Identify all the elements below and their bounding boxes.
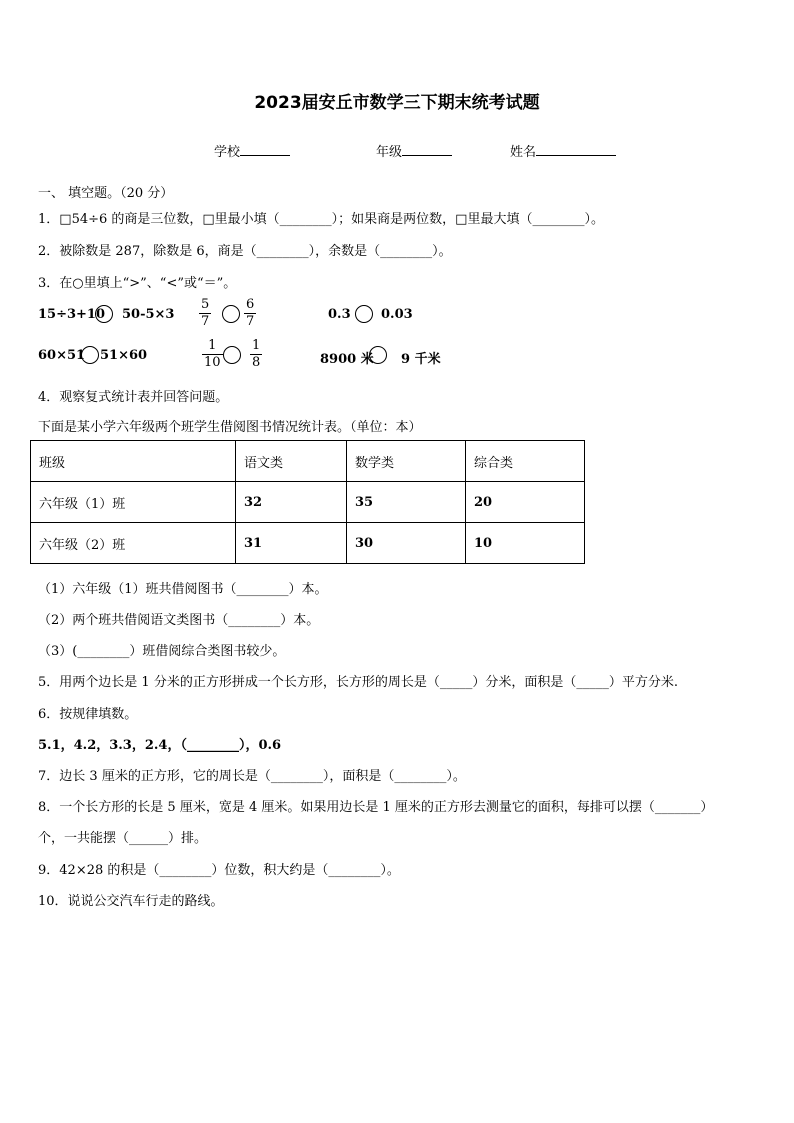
name-label: 姓名 [510, 145, 537, 160]
question-6 [38, 703, 137, 722]
table-header-row [31, 441, 585, 482]
question-number: 9． [38, 863, 60, 878]
stats-table [30, 440, 585, 564]
question-text: 在○里填上“>”、“<”或“＝”。 [59, 276, 237, 291]
school-label: 学校 [214, 145, 241, 160]
question-number: 1． [38, 212, 60, 227]
question-text: □54÷6 的商是三位数，□里最小填（________）；如果商是两位数，□里最大填（________）。 [59, 212, 604, 227]
question-number: 2． [38, 244, 60, 259]
name-blank[interactable] [536, 143, 616, 156]
compare-3-left: 0.3 [328, 307, 351, 322]
table-cell: 35 [347, 482, 466, 523]
question-8 [38, 796, 713, 815]
table-cell: 30 [347, 523, 466, 564]
compare-1-left: 15÷3+10 [38, 307, 106, 322]
fraction-1-8: $\frac{1}{8}$ [252, 338, 261, 370]
question-text: 一个长方形的长是 5 厘米，宽是 4 厘米。如果用边长是 1 厘米的正方形去测量它的面积，每排可以摆（_______） [59, 800, 714, 815]
school-blank[interactable] [240, 143, 290, 156]
table-cell: 六年级（1）班 [31, 482, 236, 523]
table-cell: 六年级（2）班 [31, 523, 236, 564]
question-text: 被除数是 287，除数是 6，商是（________），余数是（________）。 [59, 244, 452, 259]
question-5 [38, 671, 678, 690]
question-text: 42×28 的积是（________）位数，积大约是（________）。 [59, 863, 400, 878]
question-2 [38, 240, 452, 259]
question-number: 5． [38, 675, 60, 690]
grade-blank[interactable] [402, 143, 452, 156]
number-sequence: 5.1，4.2，3.3，2.4，（________），0.6 [38, 738, 282, 753]
question-3 [38, 272, 236, 291]
name-field[interactable] [510, 141, 616, 160]
compare-circle-3[interactable] [355, 305, 373, 323]
question-number: 10． [38, 894, 68, 909]
compare-1-right: 50-5×3 [122, 307, 175, 322]
compare-circle-4[interactable] [81, 346, 99, 364]
compare-circle-6[interactable] [369, 346, 387, 364]
compare-4-left: 60×51 [38, 348, 86, 363]
compare-circle-1[interactable] [95, 305, 113, 323]
question-7 [38, 765, 466, 784]
header-cell: 数学类 [347, 441, 466, 482]
header-cell: 综合类 [466, 441, 585, 482]
compare-6-right: 9 千米 [401, 352, 441, 367]
q4-sub-2: （2）两个班共借阅语文类图书（________）本。 [38, 613, 320, 628]
header-cell: 语文类 [236, 441, 347, 482]
question-text: 说说公交汽车行走的路线。 [67, 894, 224, 909]
question-number: 8． [38, 800, 60, 815]
compare-circle-5[interactable] [223, 346, 241, 364]
question-text: 按规律填数。 [59, 707, 138, 722]
fraction-5-7: $\frac{5}{7}$ [201, 297, 210, 329]
table-cell: 32 [236, 482, 347, 523]
school-field[interactable] [214, 141, 290, 160]
section-heading: 一、 填空题。（20 分） [38, 186, 174, 201]
page-title: 2023届安丘市数学三下期末统考试题 [254, 93, 540, 113]
grade-field[interactable] [376, 141, 452, 160]
question-9 [38, 859, 400, 878]
compare-circle-2[interactable] [222, 305, 240, 323]
compare-4-right: 51×60 [100, 348, 148, 363]
table-cell: 20 [466, 482, 585, 523]
question-text: 观察复式统计表并回答问题。 [59, 390, 229, 405]
question-number: 7． [38, 769, 60, 784]
table-row [31, 523, 585, 564]
question-number: 6． [38, 707, 60, 722]
question-8-continued: 个，一共能摆（______）排。 [38, 831, 208, 846]
table-caption: 下面是某小学六年级两个班学生借阅图书情况统计表。（单位：本） [38, 420, 422, 435]
compare-6-left: 8900 米 [320, 352, 374, 367]
question-number: 3． [38, 276, 60, 291]
header-cell: 班级 [31, 441, 236, 482]
table-row [31, 482, 585, 523]
compare-3-right: 0.03 [381, 307, 413, 322]
grade-label: 年级 [376, 145, 403, 160]
question-text: 边长 3 厘米的正方形，它的周长是（________），面积是（________）。 [59, 769, 466, 784]
table-cell: 10 [466, 523, 585, 564]
question-number: 4． [38, 390, 60, 405]
question-10 [38, 890, 224, 909]
question-1 [38, 208, 604, 227]
q4-sub-3: （3）(________）班借阅综合类图书较少。 [38, 644, 286, 659]
fraction-6-7: $\frac{6}{7}$ [246, 297, 255, 329]
question-4 [38, 386, 228, 405]
fraction-1-10: $\frac{1}{10}$ [204, 338, 221, 370]
table-cell: 31 [236, 523, 347, 564]
question-text: 用两个边长是 1 分米的正方形拼成一个长方形，长方形的周长是（_____）分米，面积是（_____）平方分米. [59, 675, 678, 690]
q4-sub-1: （1）六年级（1）班共借阅图书（________）本。 [38, 582, 328, 597]
